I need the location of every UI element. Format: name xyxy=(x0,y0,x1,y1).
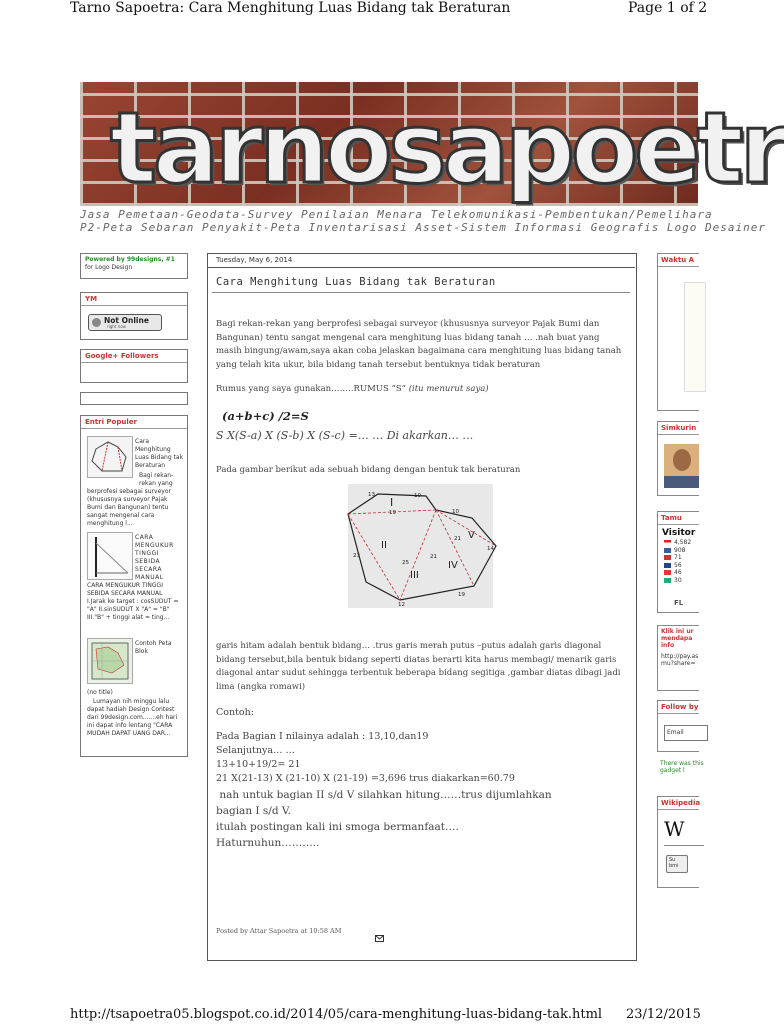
region-label: III xyxy=(410,570,419,581)
rumus-line xyxy=(216,383,626,397)
post-date: Tuesday, May 6, 2014 xyxy=(216,256,293,264)
visitor-count: 71 xyxy=(674,554,682,561)
calc-line-4: 21 X(21-13) X (21-10) X (21-19) =3,696 trus diakarkan=60.79 xyxy=(216,773,515,784)
banner-tagline-2: P2-Peta Sebaran Penyakit-Peta Inventarisasi Asset-Sistem Informasi Geografis Logo Desainer xyxy=(80,221,767,234)
popular-item-2-title[interactable]: CARA MENGUKUR TINGGI SEBIDA SECARA MANUAL xyxy=(135,534,174,581)
polygon-diagram xyxy=(348,484,493,608)
klik-link[interactable]: http://pay.as mu?share= xyxy=(661,653,699,667)
length-label: 19 xyxy=(389,510,396,516)
print-page-number: Page 1 of 2 xyxy=(628,0,708,16)
visitor-count: 30 xyxy=(674,576,682,584)
region-label: V xyxy=(468,530,475,541)
formula-2: S X(S-a) X (S-b) X (S-c) =… … Di akarkan… … xyxy=(216,429,474,442)
popular-item-1-snippet-side: Bagi rekan-rekan yang xyxy=(139,472,174,487)
ym-status-button[interactable] xyxy=(88,314,162,331)
post-intro: Bagi rekan-rekan yang berprofesi sebagai surveyor (khususnya surveyor Pajak Bumi dan Bangunan) tentu sangat mengenal cara menghitung luas bidang tanah … .nah buat yang masih bingung/awam,saya akan coba jelaskan bagaimana cara menghitung luas bidang tanah yang telah kita ukur, bila bidang tanah tersebut bentuknya tidak beraturan xyxy=(216,319,622,370)
length-label: 21 xyxy=(454,536,461,542)
figure-intro: Pada gambar berikut ada sebuah bidang dengan bentuk tak beraturan xyxy=(216,465,521,475)
polygon-thumbnail-icon xyxy=(88,437,132,477)
calc-line-2: Selanjutnya… … xyxy=(216,745,296,756)
waktu-title: Waktu A xyxy=(658,254,699,267)
calc-line-1: Pada Bagian I nilainya adalah : 13,10,dan19 xyxy=(216,731,429,742)
length-label: 10 xyxy=(414,493,421,499)
ym-status-sub: right now xyxy=(107,324,126,329)
tamu-widget xyxy=(657,511,699,613)
visitor-counts xyxy=(664,539,705,584)
email-post-icon[interactable] xyxy=(375,927,385,935)
simkurin-title: Simkurin xyxy=(658,422,699,435)
height-measure-icon xyxy=(88,533,132,579)
length-label: 10 xyxy=(452,509,459,515)
popular-posts-title: Entri Populer xyxy=(81,416,187,429)
ym-title: YM xyxy=(81,293,187,306)
ym-smiley-icon xyxy=(92,318,101,327)
follow-widget xyxy=(657,700,699,752)
visitor-count: 908 xyxy=(674,546,686,554)
avatar-icon xyxy=(664,444,699,488)
calc-large-4: Haturnuhun……….. xyxy=(216,837,320,849)
popular-item-3-title[interactable]: Contoh Peta Blok xyxy=(135,640,172,655)
blank-widget xyxy=(80,392,188,405)
tamu-title: Tamu xyxy=(658,512,699,525)
length-label: 14 xyxy=(487,546,494,552)
length-label: 23 xyxy=(353,553,360,559)
visitor-count: 56 xyxy=(674,561,682,569)
visitor-count: 46 xyxy=(674,569,682,576)
blog-banner[interactable] xyxy=(80,82,784,206)
post-date-divider xyxy=(207,267,635,268)
powered-by-widget[interactable] xyxy=(80,253,188,279)
print-footer-url: http://tsapoetra05.blogspot.co.id/2014/05/cara-menghitung-luas-bidang-tak.html xyxy=(70,1007,603,1022)
calc-large-2: bagian I s/d V. xyxy=(216,805,291,817)
print-header-title: Tarno Sapoetra: Cara Menghitung Luas Bidang tak Beraturan xyxy=(70,0,511,16)
length-label: 21 xyxy=(430,554,437,560)
rumus-prefix: Rumus yang saya gunakan……..RUMUS “S” xyxy=(216,384,409,394)
follow-email-input[interactable]: Email xyxy=(664,725,708,741)
contoh-label: Contoh: xyxy=(216,707,254,718)
visitor-count: 4,582 xyxy=(674,539,692,546)
calc-large-1: nah untuk bagian II s/d V silahkan hitung……trus dijumlahkan xyxy=(216,789,552,801)
popular-item-4-title[interactable]: (no title) xyxy=(87,689,113,696)
ym-widget xyxy=(80,292,188,340)
popular-item-1-title[interactable]: Cara Menghitung Luas Bidang tak Beraturan xyxy=(135,438,184,469)
clock-frame xyxy=(684,282,706,392)
calc-line-3: 13+10+19/2= 21 xyxy=(216,759,301,770)
powered-by-suffix[interactable]: for Logo Design xyxy=(85,264,133,271)
rumus-note: (itu menurut saya) xyxy=(408,384,489,394)
region-label: II xyxy=(381,540,387,551)
flag-icons xyxy=(664,540,671,583)
popular-thumb-3[interactable] xyxy=(87,638,133,684)
length-label: 19 xyxy=(458,592,465,598)
wikipedia-logo-icon: W xyxy=(664,817,685,841)
wikipedia-title: Wikipedia xyxy=(658,797,699,810)
post-title[interactable]: Cara Menghitung Luas Bidang tak Beraturan xyxy=(216,276,496,288)
visitors-label: Visitor xyxy=(662,528,696,538)
title-divider xyxy=(212,292,630,293)
map-thumbnail-icon xyxy=(88,639,132,683)
google-followers-widget xyxy=(80,349,188,383)
popular-item-1-snippet: berprofesi sebagai surveyor (khususnya surveyor Pajak Bumi dan Bangunan) tentu sangat mengenal cara menghitung l... xyxy=(87,488,171,527)
ym-status-text: Not Online xyxy=(104,316,149,325)
gadget-error-text: There was this gadget l xyxy=(660,760,704,774)
flag-counter-label[interactable]: FL xyxy=(674,599,684,607)
popular-item-4-snippet: Lumayan nih minggu lalu dapat hadiah Design Contest dari 99design.com.......eh hari ini dapat info lentang "CARA MUDAH DAPAT UANG DAR... xyxy=(87,698,178,737)
klik-widget xyxy=(657,625,699,691)
wikipedia-search-input[interactable] xyxy=(664,845,704,846)
wikipedia-submit-button[interactable]: Su bmi xyxy=(666,855,688,873)
polygon-figure[interactable] xyxy=(348,484,493,608)
banner-logo-text: tarnosapoetr xyxy=(110,92,784,206)
formula-1: (a+b+c) /2=S xyxy=(222,409,309,423)
length-label: 12 xyxy=(398,602,405,608)
waktu-widget xyxy=(657,253,699,411)
simkurin-widget xyxy=(657,421,699,496)
region-label: I xyxy=(390,496,394,509)
wikipedia-widget xyxy=(657,796,699,888)
follow-title: Follow by xyxy=(658,701,699,714)
google-followers-title: Google+ Followers xyxy=(81,350,187,363)
popular-thumb-1[interactable] xyxy=(87,436,133,478)
length-label: 25 xyxy=(402,560,409,566)
klik-title: Klik ini ur mendapa info xyxy=(661,628,694,649)
length-label: 13 xyxy=(368,492,375,498)
print-footer-date: 23/12/2015 xyxy=(626,1007,701,1022)
error-widget xyxy=(657,760,704,782)
popular-item-2-snippet: CARA MENGUKUR TINGGI SEBIDA SECARA MANUAL I.Jarak ke target : cosSUDUT = "A" II.sinSUDUT X "A" = "B" III."B" + tinggi alat = ting... xyxy=(87,582,179,621)
popular-thumb-2[interactable] xyxy=(87,532,133,580)
region-label: IV xyxy=(448,560,458,571)
banner-tagline-1: Jasa Pemetaan-Geodata-Survey Penilaian Menara Telekomunikasi-Pembentukan/Pemelihara xyxy=(80,208,713,221)
powered-by-text[interactable]: Powered by 99designs, #1 xyxy=(85,256,175,263)
explanation-paragraph: garis hitam adalah bentuk bidang… .trus garis merah putus –putus adalah garis diagonal bidang tersebut,bila bentuk bidang seperti diatas berarti kita harus membagi/ menarik garis diagonal antar sudut sehingga terbentuk beberapa bidang segitiga ,gambar diatas dibagi jadi lima (angka romawi) xyxy=(216,641,621,692)
popular-posts-widget xyxy=(80,415,188,757)
calc-large-3: itulah postingan kali ini smoga bermanfaat…. xyxy=(216,821,459,833)
posted-by[interactable]: Posted by Attar Sapoetra at 10:58 AM xyxy=(216,927,342,935)
profile-photo[interactable] xyxy=(664,444,699,488)
